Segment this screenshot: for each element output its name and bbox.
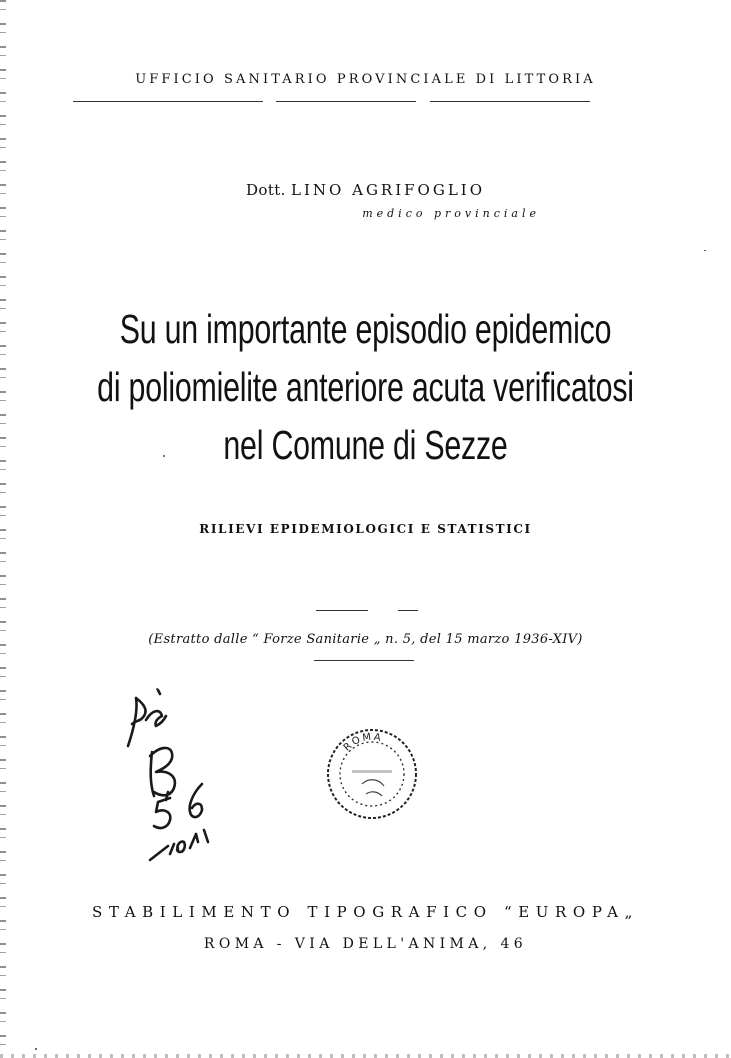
author-prefix: Dott. xyxy=(245,181,286,199)
document-subtitle: RILIEVI EPIDEMIOLOGICI E STATISTICI xyxy=(199,522,532,536)
divider-short-left xyxy=(316,610,368,611)
extract-note: (Estratto dalle “ Forze Sanitarie „ n. 5, del 15 marzo 1936-XIV) xyxy=(148,632,583,647)
paper-speck xyxy=(704,250,706,251)
handwritten-shelfmark xyxy=(100,680,270,880)
author-line xyxy=(0,181,731,199)
title-line-3: nel Comune di Sezze xyxy=(223,422,508,468)
divider-short-right xyxy=(398,610,418,611)
author-role: medico provinciale xyxy=(362,207,540,220)
author-name: LINO AGRIFOGLIO xyxy=(291,181,486,199)
office-heading: UFFICIO SANITARIO PROVINCIALE DI LITTORIA xyxy=(135,72,596,87)
paper-speck xyxy=(35,1048,37,1050)
header-rule-middle xyxy=(276,101,416,102)
divider-under-extract xyxy=(314,660,414,661)
svg-text:ROMA xyxy=(342,732,384,754)
title-line-1: Su un importante episodio epidemico xyxy=(119,306,612,352)
header-rule-left xyxy=(73,101,263,102)
publisher-name: STABILIMENTO TIPOGRAFICO “EUROPA„ xyxy=(92,903,639,921)
stamp-text: ROMA xyxy=(341,731,384,754)
scanned-bottom-edge xyxy=(0,1054,731,1058)
title-line-2: di poliomielite anteriore acuta verificatosi xyxy=(97,364,634,410)
header-rule-right xyxy=(430,101,590,102)
library-stamp xyxy=(322,724,422,824)
paper-speck xyxy=(163,455,165,457)
document-title xyxy=(95,300,636,474)
publisher-address: ROMA - VIA DELL'ANIMA, 46 xyxy=(203,936,528,952)
paper-speck xyxy=(156,688,158,690)
